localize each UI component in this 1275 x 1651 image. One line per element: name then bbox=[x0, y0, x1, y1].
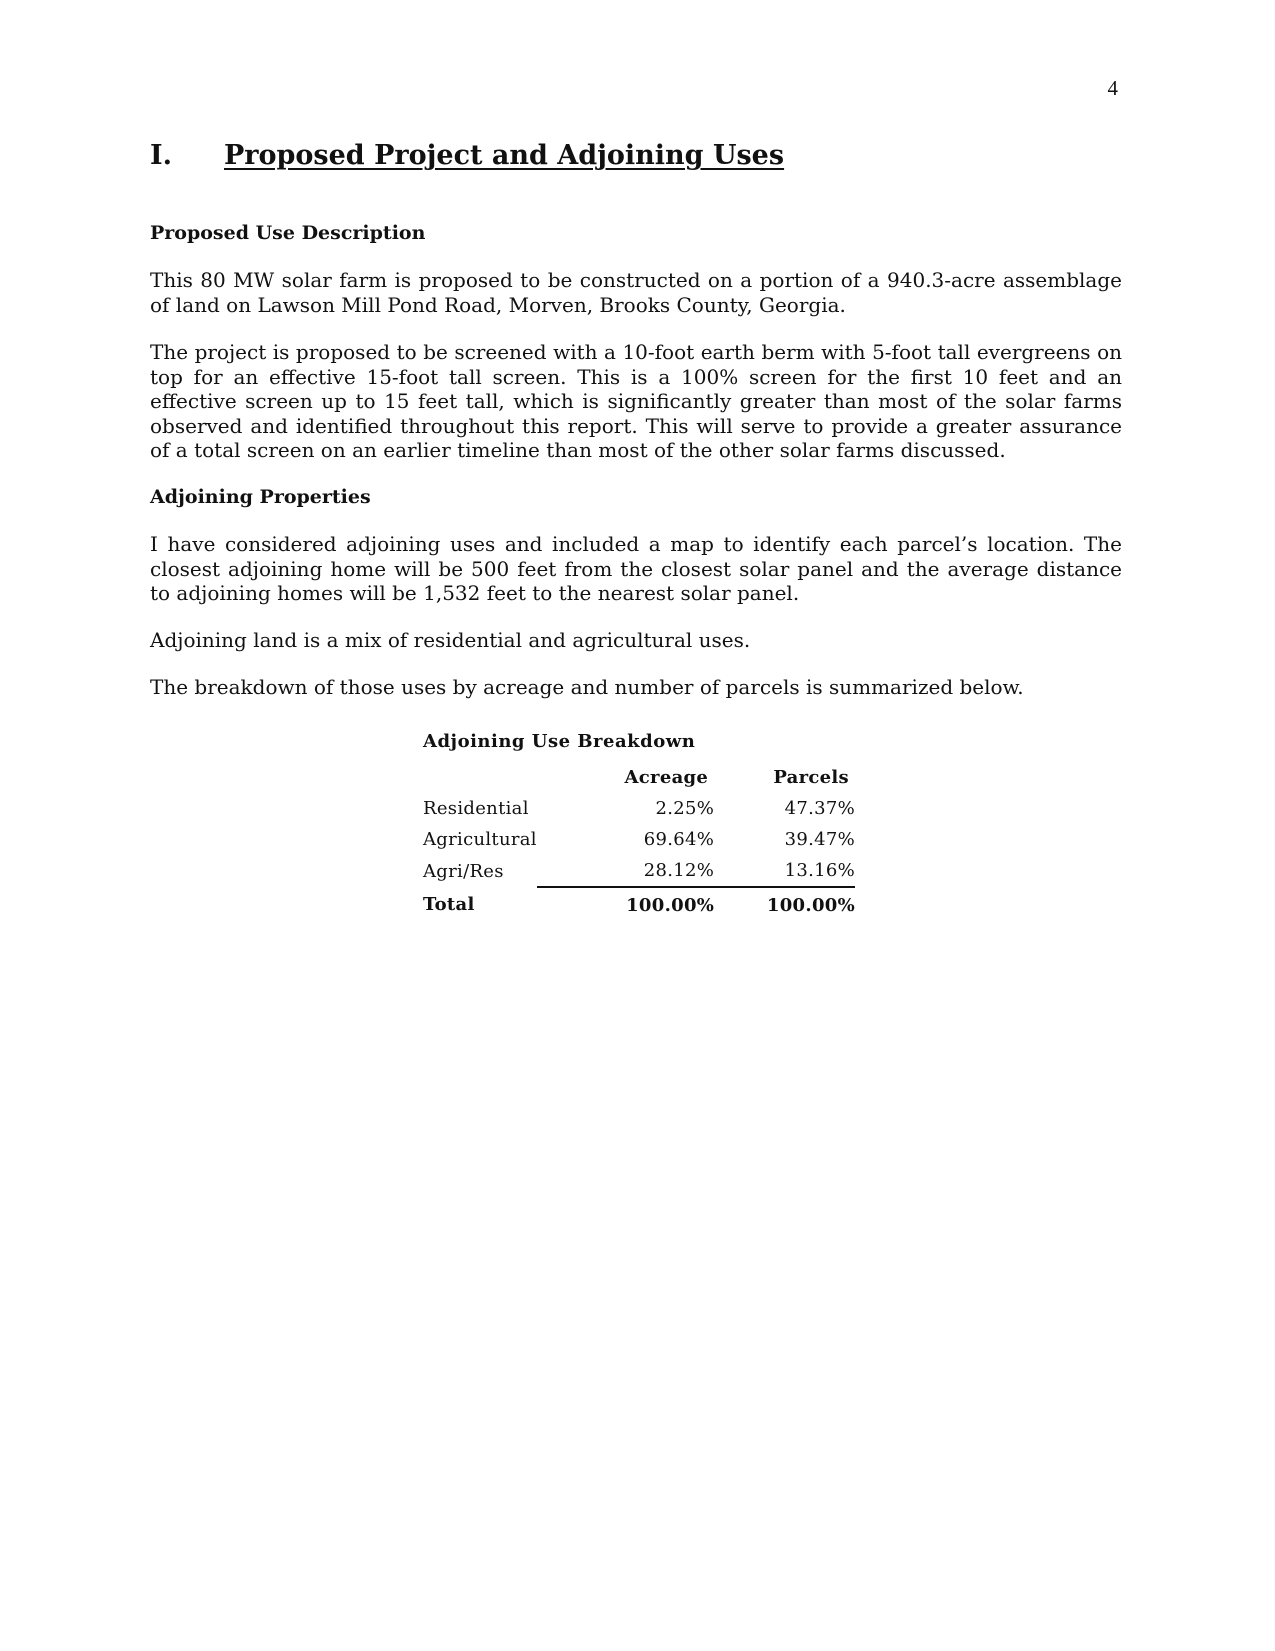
row-parcels: 13.16% bbox=[714, 855, 855, 887]
section-heading bbox=[150, 140, 784, 171]
section-number: I. bbox=[150, 140, 173, 171]
table-row bbox=[423, 793, 855, 824]
row-parcels: 47.37% bbox=[784, 798, 855, 819]
total-acreage: 100.00% bbox=[626, 894, 715, 916]
header-parcels: Parcels bbox=[773, 767, 849, 788]
page-number: 4 bbox=[1107, 76, 1118, 100]
row-use: Agricultural bbox=[423, 829, 537, 850]
section-title: Proposed Project and Adjoining Uses bbox=[224, 140, 785, 171]
proposed-use-paragraph-1: This 80 MW solar farm is proposed to be constructed on a portion of a 940.3-acre assemblage of land on Lawson Mill Pond Road, Morven, Brooks County, Georgia. bbox=[150, 268, 1122, 317]
row-acreage: 2.25% bbox=[655, 798, 715, 819]
table-total-row bbox=[423, 887, 855, 922]
row-use: Agri/Res bbox=[423, 860, 504, 882]
table-header-row bbox=[423, 762, 855, 793]
total-parcels: 100.00% bbox=[766, 894, 855, 916]
header-use bbox=[423, 762, 537, 793]
row-acreage: 69.64% bbox=[643, 829, 715, 850]
table-row bbox=[423, 824, 855, 855]
adjoining-use-breakdown-table bbox=[423, 732, 855, 922]
adjoining-paragraph-3: The breakdown of those uses by acreage and number of parcels is summarized below. bbox=[150, 675, 1024, 699]
row-acreage: 28.12% bbox=[537, 855, 714, 887]
adjoining-paragraph-1: I have considered adjoining uses and included a map to identify each parcel’s location. The closest adjoining home will be 500 feet from the closest solar panel and the average distance to adjoining homes will be 1,532 feet to the nearest solar panel. bbox=[150, 532, 1122, 605]
adjoining-paragraph-2: Adjoining land is a mix of residential and agricultural uses. bbox=[150, 628, 751, 652]
total-label: Total bbox=[423, 894, 475, 915]
row-use: Residential bbox=[423, 798, 529, 819]
table-title: Adjoining Use Breakdown bbox=[423, 731, 696, 752]
proposed-use-heading: Proposed Use Description bbox=[150, 222, 426, 244]
adjoining-properties-heading: Adjoining Properties bbox=[150, 486, 371, 508]
row-parcels: 39.47% bbox=[784, 829, 855, 850]
breakdown-grid bbox=[423, 762, 855, 922]
table-row bbox=[423, 855, 855, 887]
proposed-use-paragraph-2: The project is proposed to be screened with a 10-foot earth berm with 5-foot tall evergreens on top for an effective 15-foot tall screen. This is a 100% screen for the first 10 feet and an effective screen up to 15 feet tall, which is significantly greater than most of the solar farms observed and identified throughout this report. This will serve to provide a greater assurance of a total screen on an earlier timeline than most of the other solar farms discussed. bbox=[150, 340, 1122, 462]
header-acreage: Acreage bbox=[624, 767, 709, 788]
